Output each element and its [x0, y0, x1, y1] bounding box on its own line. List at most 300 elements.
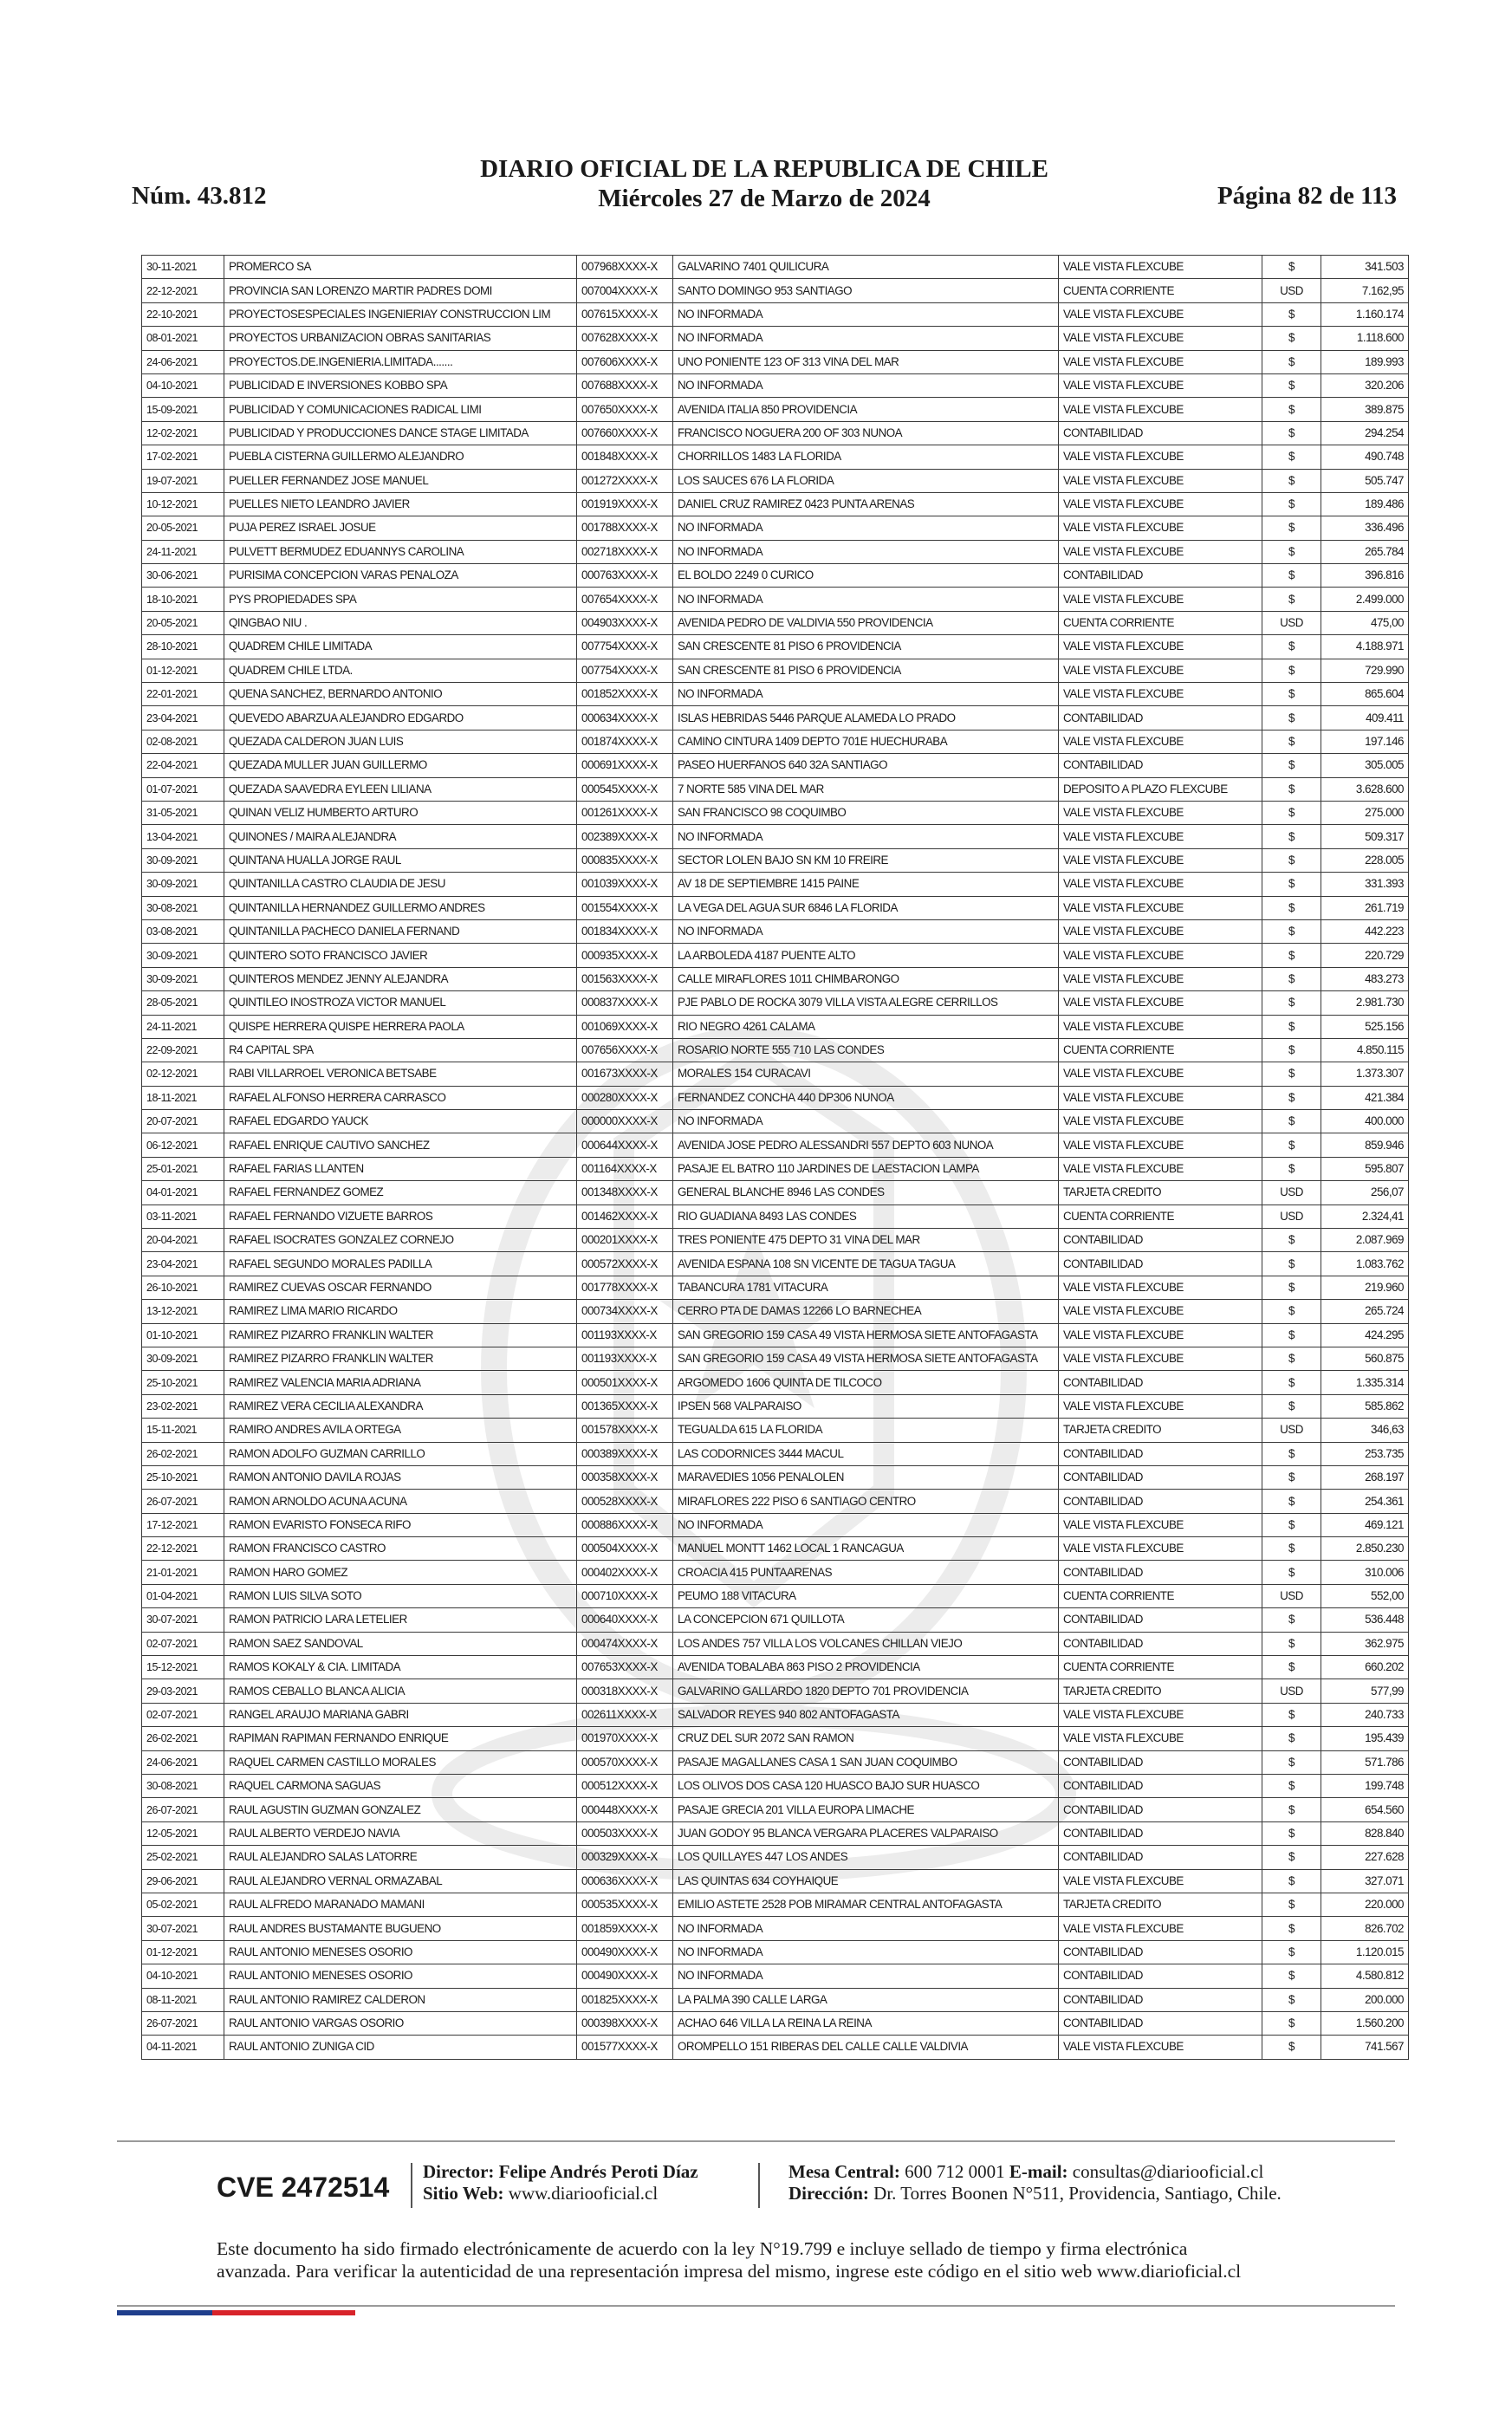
currency-cell: $ — [1262, 1775, 1321, 1798]
rut-cell: 001577XXXX-X — [577, 2036, 673, 2059]
date-cell: 30-09-2021 — [142, 944, 224, 967]
rut-cell: 000490XXXX-X — [577, 1964, 673, 1988]
name-cell: PROVINCIA SAN LORENZO MARTIR PADRES DOMI — [224, 279, 577, 302]
rut-cell: 000490XXXX-X — [577, 1940, 673, 1964]
currency-cell: $ — [1262, 1821, 1321, 1845]
currency-cell: $ — [1262, 967, 1321, 990]
name-cell: QUEZADA MULLER JUAN GUILLERMO — [224, 754, 577, 777]
product-cell: CUENTA CORRIENTE — [1059, 279, 1262, 302]
amount-cell: 256,07 — [1321, 1181, 1409, 1205]
date-cell: 17-12-2021 — [142, 1513, 224, 1536]
table-row — [142, 1775, 1409, 1798]
table-row — [142, 635, 1409, 659]
footer-divider — [117, 2305, 1395, 2307]
legal-notice — [217, 2237, 1378, 2282]
currency-cell: $ — [1262, 350, 1321, 373]
table-row — [142, 896, 1409, 919]
name-cell: PUEBLA CISTERNA GUILLERMO ALEJANDRO — [224, 445, 577, 469]
table-row — [142, 256, 1409, 279]
rut-cell: 001578XXXX-X — [577, 1419, 673, 1442]
currency-cell: $ — [1262, 1252, 1321, 1276]
amount-cell: 265.724 — [1321, 1300, 1409, 1323]
amount-cell: 261.719 — [1321, 896, 1409, 919]
rut-cell: 001193XXXX-X — [577, 1323, 673, 1347]
product-cell: CONTABILIDAD — [1059, 754, 1262, 777]
name-cell: QUINTERO SOTO FRANCISCO JAVIER — [224, 944, 577, 967]
name-cell: RAMON ADOLFO GUZMAN CARRILLO — [224, 1442, 577, 1465]
rut-cell: 000634XXXX-X — [577, 706, 673, 730]
rut-cell: 001825XXXX-X — [577, 1988, 673, 2011]
date-cell: 12-05-2021 — [142, 1821, 224, 1845]
date-cell: 21-01-2021 — [142, 1561, 224, 1584]
email-link[interactable]: consultas@diariooficial.cl — [1072, 2161, 1264, 2182]
page-number: Página 82 de 113 — [1217, 182, 1397, 210]
table-row — [142, 801, 1409, 824]
rut-cell: 000640XXXX-X — [577, 1608, 673, 1632]
rut-cell: 001272XXXX-X — [577, 469, 673, 492]
address-cell: AVENIDA TOBALABA 863 PISO 2 PROVIDENCIA — [673, 1656, 1059, 1679]
address-cell: CRUZ DEL SUR 2072 SAN RAMON — [673, 1727, 1059, 1750]
rut-cell: 001970XXXX-X — [577, 1727, 673, 1750]
product-cell: VALE VISTA FLEXCUBE — [1059, 1394, 1262, 1418]
address-cell: NO INFORMADA — [673, 1917, 1059, 1940]
table-row — [142, 1656, 1409, 1679]
rut-cell: 001834XXXX-X — [577, 919, 673, 943]
currency-cell: $ — [1262, 469, 1321, 492]
product-cell: VALE VISTA FLEXCUBE — [1059, 469, 1262, 492]
amount-cell: 475,00 — [1321, 611, 1409, 634]
name-cell: RAMIREZ VALENCIA MARIA ADRIANA — [224, 1371, 577, 1394]
name-cell: RAMON EVARISTO FONSECA RIFO — [224, 1513, 577, 1536]
product-cell: CONTABILIDAD — [1059, 421, 1262, 445]
product-cell: VALE VISTA FLEXCUBE — [1059, 350, 1262, 373]
product-cell: CONTABILIDAD — [1059, 1940, 1262, 1964]
address-cell: GALVARINO 7401 QUILICURA — [673, 256, 1059, 279]
date-cell: 18-10-2021 — [142, 588, 224, 611]
name-cell: RANGEL ARAUJO MARIANA GABRI — [224, 1703, 577, 1726]
date-cell: 26-02-2021 — [142, 1442, 224, 1465]
name-cell: RAFAEL ISOCRATES GONZALEZ CORNEJO — [224, 1229, 577, 1252]
product-cell: VALE VISTA FLEXCUBE — [1059, 730, 1262, 753]
currency-cell: $ — [1262, 302, 1321, 326]
address-cell: LA CONCEPCION 671 QUILLOTA — [673, 1608, 1059, 1632]
rut-cell: 000837XXXX-X — [577, 991, 673, 1015]
address-cell: PASAJE MAGALLANES CASA 1 SAN JUAN COQUIMBO — [673, 1750, 1059, 1774]
table-row — [142, 1537, 1409, 1561]
rut-cell: 000402XXXX-X — [577, 1561, 673, 1584]
address-cell: PASAJE GRECIA 201 VILLA EUROPA LIMACHE — [673, 1798, 1059, 1821]
address-cell: NO INFORMADA — [673, 1940, 1059, 1964]
date-cell: 30-09-2021 — [142, 873, 224, 896]
address-cell: LOS ANDES 757 VILLA LOS VOLCANES CHILLAN VIEJO — [673, 1632, 1059, 1655]
amount-cell: 189.486 — [1321, 492, 1409, 516]
product-cell: CONTABILIDAD — [1059, 2011, 1262, 2035]
date-cell: 26-07-2021 — [142, 2011, 224, 2035]
product-cell: VALE VISTA FLEXCUBE — [1059, 967, 1262, 990]
currency-cell: $ — [1262, 1632, 1321, 1655]
address-cell: FERNANDEZ CONCHA 440 DP306 NUNOA — [673, 1086, 1059, 1109]
product-cell: CONTABILIDAD — [1059, 1988, 1262, 2011]
address-cell: NO INFORMADA — [673, 540, 1059, 563]
product-cell: CONTABILIDAD — [1059, 1371, 1262, 1394]
currency-cell: $ — [1262, 683, 1321, 706]
name-cell: PROYECTOS URBANIZACION OBRAS SANITARIAS — [224, 327, 577, 350]
rut-cell: 000329XXXX-X — [577, 1846, 673, 1869]
currency-cell: $ — [1262, 635, 1321, 659]
rut-cell: 002611XXXX-X — [577, 1703, 673, 1726]
address-cell: LOS QUILLAYES 447 LOS ANDES — [673, 1846, 1059, 1869]
amount-cell: 4.188.971 — [1321, 635, 1409, 659]
table-row — [142, 1964, 1409, 1988]
date-cell: 22-12-2021 — [142, 279, 224, 302]
rut-cell: 007653XXXX-X — [577, 1656, 673, 1679]
email-label: E-mail: — [1009, 2161, 1068, 2182]
rut-cell: 001778XXXX-X — [577, 1276, 673, 1299]
amount-cell: 254.361 — [1321, 1490, 1409, 1513]
currency-cell: USD — [1262, 279, 1321, 302]
amount-cell: 320.206 — [1321, 373, 1409, 397]
address-cell: ROSARIO NORTE 555 710 LAS CONDES — [673, 1038, 1059, 1062]
rut-cell: 000545XXXX-X — [577, 777, 673, 801]
amount-cell: 2.981.730 — [1321, 991, 1409, 1015]
date-cell: 30-09-2021 — [142, 848, 224, 872]
currency-cell: $ — [1262, 2011, 1321, 2035]
table-row — [142, 848, 1409, 872]
address-cell: MANUEL MONTT 1462 LOCAL 1 RANCAGUA — [673, 1537, 1059, 1561]
amount-cell: 1.120.015 — [1321, 1940, 1409, 1964]
currency-cell: $ — [1262, 1561, 1321, 1584]
address-cell: SAN GREGORIO 159 CASA 49 VISTA HERMOSA SIETE ANTOFAGASTA — [673, 1323, 1059, 1347]
date-cell: 04-10-2021 — [142, 373, 224, 397]
rut-cell: 001919XXXX-X — [577, 492, 673, 516]
product-cell: CONTABILIDAD — [1059, 1750, 1262, 1774]
currency-cell: $ — [1262, 398, 1321, 421]
product-cell: VALE VISTA FLEXCUBE — [1059, 1276, 1262, 1299]
date-cell: 17-02-2021 — [142, 445, 224, 469]
product-cell: VALE VISTA FLEXCUBE — [1059, 1869, 1262, 1893]
rut-cell: 000572XXXX-X — [577, 1252, 673, 1276]
currency-cell: $ — [1262, 373, 1321, 397]
currency-cell: $ — [1262, 706, 1321, 730]
currency-cell: USD — [1262, 1584, 1321, 1607]
rut-cell: 001348XXXX-X — [577, 1181, 673, 1205]
currency-cell: $ — [1262, 1157, 1321, 1180]
name-cell: RAMIREZ LIMA MARIO RICARDO — [224, 1300, 577, 1323]
date-cell: 12-02-2021 — [142, 421, 224, 445]
product-cell: VALE VISTA FLEXCUBE — [1059, 327, 1262, 350]
rut-cell: 001848XXXX-X — [577, 445, 673, 469]
address-cell: GENERAL BLANCHE 8946 LAS CONDES — [673, 1181, 1059, 1205]
page-header — [132, 154, 1397, 215]
currency-cell: $ — [1262, 1110, 1321, 1133]
name-cell: QUENA SANCHEZ, BERNARDO ANTONIO — [224, 683, 577, 706]
rut-cell: 001365XXXX-X — [577, 1394, 673, 1418]
date-cell: 05-02-2021 — [142, 1893, 224, 1916]
currency-cell: $ — [1262, 1347, 1321, 1370]
table-row — [142, 2011, 1409, 2035]
currency-cell: $ — [1262, 777, 1321, 801]
product-cell: CONTABILIDAD — [1059, 1821, 1262, 1845]
table-row — [142, 1276, 1409, 1299]
date-cell: 01-12-2021 — [142, 1940, 224, 1964]
product-cell: CUENTA CORRIENTE — [1059, 611, 1262, 634]
amount-cell: 294.254 — [1321, 421, 1409, 445]
product-cell: CONTABILIDAD — [1059, 1229, 1262, 1252]
date-cell: 04-10-2021 — [142, 1964, 224, 1988]
currency-cell: $ — [1262, 1086, 1321, 1109]
table-row — [142, 1869, 1409, 1893]
address-cell: MARAVEDIES 1056 PENALOLEN — [673, 1465, 1059, 1489]
product-cell: VALE VISTA FLEXCUBE — [1059, 1015, 1262, 1038]
amount-cell: 389.875 — [1321, 398, 1409, 421]
product-cell: VALE VISTA FLEXCUBE — [1059, 1513, 1262, 1536]
product-cell: VALE VISTA FLEXCUBE — [1059, 2036, 1262, 2059]
date-cell: 29-06-2021 — [142, 1869, 224, 1893]
date-cell: 04-11-2021 — [142, 2036, 224, 2059]
name-cell: QUINTANILLA CASTRO CLAUDIA DE JESU — [224, 873, 577, 896]
name-cell: RAMON ANTONIO DAVILA ROJAS — [224, 1465, 577, 1489]
name-cell: QUINTEROS MENDEZ JENNY ALEJANDRA — [224, 967, 577, 990]
table-row — [142, 1846, 1409, 1869]
name-cell: RAUL AGUSTIN GUZMAN GONZALEZ — [224, 1798, 577, 1821]
currency-cell: $ — [1262, 991, 1321, 1015]
amount-cell: 220.000 — [1321, 1893, 1409, 1916]
rut-cell: 007654XXXX-X — [577, 588, 673, 611]
product-cell: VALE VISTA FLEXCUBE — [1059, 540, 1262, 563]
rut-cell: 000886XXXX-X — [577, 1513, 673, 1536]
table-row — [142, 1750, 1409, 1774]
table-row — [142, 1157, 1409, 1180]
name-cell: RAUL ANTONIO MENESES OSORIO — [224, 1940, 577, 1964]
product-cell: VALE VISTA FLEXCUBE — [1059, 1062, 1262, 1086]
address-cell: NO INFORMADA — [673, 588, 1059, 611]
currency-cell: $ — [1262, 1062, 1321, 1086]
currency-cell: $ — [1262, 801, 1321, 824]
currency-cell: $ — [1262, 1300, 1321, 1323]
director-label: Director: — [423, 2161, 495, 2182]
date-cell: 30-09-2021 — [142, 1347, 224, 1370]
name-cell: RAFAEL EDGARDO YAUCK — [224, 1110, 577, 1133]
table-row — [142, 1371, 1409, 1394]
date-cell: 30-06-2021 — [142, 564, 224, 588]
date-cell: 25-01-2021 — [142, 1157, 224, 1180]
amount-cell: 199.748 — [1321, 1775, 1409, 1798]
table-row — [142, 754, 1409, 777]
currency-cell: $ — [1262, 1608, 1321, 1632]
currency-cell: $ — [1262, 1276, 1321, 1299]
footer-divider — [117, 2140, 1395, 2142]
footer-separator — [758, 2163, 760, 2208]
currency-cell: $ — [1262, 659, 1321, 682]
name-cell: RAFAEL ALFONSO HERRERA CARRASCO — [224, 1086, 577, 1109]
rut-cell: 007660XXXX-X — [577, 421, 673, 445]
table-row — [142, 1988, 1409, 2011]
rut-cell: 007754XXXX-X — [577, 659, 673, 682]
table-row — [142, 873, 1409, 896]
currency-cell: $ — [1262, 445, 1321, 469]
web-link[interactable]: www.diariooficial.cl — [508, 2183, 659, 2204]
address-value: Dr. Torres Boonen N°511, Providencia, Santiago, Chile. — [873, 2183, 1282, 2204]
issue-number: Núm. 43.812 — [132, 182, 267, 210]
date-cell: 18-11-2021 — [142, 1086, 224, 1109]
table-row — [142, 1465, 1409, 1489]
amount-cell: 2.850.230 — [1321, 1537, 1409, 1561]
name-cell: QUINTANA HUALLA JORGE RAUL — [224, 848, 577, 872]
currency-cell: $ — [1262, 1988, 1321, 2011]
currency-cell: $ — [1262, 1537, 1321, 1561]
product-cell: VALE VISTA FLEXCUBE — [1059, 801, 1262, 824]
date-cell: 28-10-2021 — [142, 635, 224, 659]
rut-cell: 007628XXXX-X — [577, 327, 673, 350]
currency-cell: $ — [1262, 1513, 1321, 1536]
date-cell: 22-12-2021 — [142, 1537, 224, 1561]
table-row — [142, 1062, 1409, 1086]
table-row — [142, 1893, 1409, 1916]
amount-cell: 469.121 — [1321, 1513, 1409, 1536]
product-cell: CONTABILIDAD — [1059, 1798, 1262, 1821]
product-cell: CUENTA CORRIENTE — [1059, 1038, 1262, 1062]
date-cell: 30-07-2021 — [142, 1917, 224, 1940]
rut-cell: 001673XXXX-X — [577, 1062, 673, 1086]
name-cell: RAUL ANTONIO ZUNIGA CID — [224, 2036, 577, 2059]
table-row — [142, 588, 1409, 611]
table-row — [142, 373, 1409, 397]
address-cell: CHORRILLOS 1483 LA FLORIDA — [673, 445, 1059, 469]
amount-cell: 409.411 — [1321, 706, 1409, 730]
product-cell: VALE VISTA FLEXCUBE — [1059, 1347, 1262, 1370]
rut-cell: 000358XXXX-X — [577, 1465, 673, 1489]
table-row — [142, 1608, 1409, 1632]
date-cell: 20-04-2021 — [142, 1229, 224, 1252]
name-cell: RAFAEL FERNANDEZ GOMEZ — [224, 1181, 577, 1205]
product-cell: VALE VISTA FLEXCUBE — [1059, 445, 1262, 469]
currency-cell: $ — [1262, 1869, 1321, 1893]
name-cell: RAMIREZ PIZARRO FRANKLIN WALTER — [224, 1323, 577, 1347]
amount-cell: 828.840 — [1321, 1821, 1409, 1845]
table-row — [142, 730, 1409, 753]
table-row — [142, 1727, 1409, 1750]
address-cell: PASAJE EL BATRO 110 JARDINES DE LAESTACION LAMPA — [673, 1157, 1059, 1180]
table-row — [142, 540, 1409, 563]
rut-cell: 007968XXXX-X — [577, 256, 673, 279]
currency-cell: $ — [1262, 1917, 1321, 1940]
product-cell: VALE VISTA FLEXCUBE — [1059, 919, 1262, 943]
rut-cell: 001261XXXX-X — [577, 801, 673, 824]
table-row — [142, 611, 1409, 634]
rut-cell: 000448XXXX-X — [577, 1798, 673, 1821]
date-cell: 15-11-2021 — [142, 1419, 224, 1442]
product-cell: VALE VISTA FLEXCUBE — [1059, 635, 1262, 659]
address-cell: GALVARINO GALLARDO 1820 DEPTO 701 PROVIDENCIA — [673, 1679, 1059, 1703]
amount-cell: 1.160.174 — [1321, 302, 1409, 326]
name-cell: QUADREM CHILE LTDA. — [224, 659, 577, 682]
rut-cell: 000763XXXX-X — [577, 564, 673, 588]
date-cell: 08-01-2021 — [142, 327, 224, 350]
amount-cell: 560.875 — [1321, 1347, 1409, 1370]
name-cell: PUELLES NIETO LEANDRO JAVIER — [224, 492, 577, 516]
rut-cell: 002389XXXX-X — [577, 825, 673, 848]
table-row — [142, 1038, 1409, 1062]
currency-cell: $ — [1262, 1371, 1321, 1394]
name-cell: PROMERCO SA — [224, 256, 577, 279]
product-cell: VALE VISTA FLEXCUBE — [1059, 302, 1262, 326]
name-cell: RAUL ALEJANDRO SALAS LATORRE — [224, 1846, 577, 1869]
currency-cell: $ — [1262, 1465, 1321, 1489]
currency-cell: $ — [1262, 848, 1321, 872]
rut-cell: 007754XXXX-X — [577, 635, 673, 659]
rut-cell: 000535XXXX-X — [577, 1893, 673, 1916]
address-cell: JUAN GODOY 95 BLANCA VERGARA PLACERES VALPARAISO — [673, 1821, 1059, 1845]
date-cell: 06-12-2021 — [142, 1133, 224, 1157]
table-row — [142, 1490, 1409, 1513]
currency-cell: USD — [1262, 1419, 1321, 1442]
address-cell: NO INFORMADA — [673, 516, 1059, 540]
address-cell: CROACIA 415 PUNTAARENAS — [673, 1561, 1059, 1584]
amount-cell: 396.816 — [1321, 564, 1409, 588]
amount-cell: 421.384 — [1321, 1086, 1409, 1109]
amount-cell: 585.862 — [1321, 1394, 1409, 1418]
table-row — [142, 1181, 1409, 1205]
date-cell: 26-02-2021 — [142, 1727, 224, 1750]
amount-cell: 2.087.969 — [1321, 1229, 1409, 1252]
address-cell: ISLAS HEBRIDAS 5446 PARQUE ALAMEDA LO PRADO — [673, 706, 1059, 730]
address-cell: NO INFORMADA — [673, 1110, 1059, 1133]
address-cell: AV 18 DE SEPTIEMBRE 1415 PAINE — [673, 873, 1059, 896]
amount-cell: 240.733 — [1321, 1703, 1409, 1726]
address-cell: LOS OLIVOS DOS CASA 120 HUASCO BAJO SUR HUASCO — [673, 1775, 1059, 1798]
table-row — [142, 1252, 1409, 1276]
date-cell: 25-10-2021 — [142, 1465, 224, 1489]
unclaimed-funds-table — [141, 255, 1404, 2060]
name-cell: QUINTILEO INOSTROZA VICTOR MANUEL — [224, 991, 577, 1015]
address-cell: 7 NORTE 585 VINA DEL MAR — [673, 777, 1059, 801]
amount-cell: 341.503 — [1321, 256, 1409, 279]
table-row — [142, 1110, 1409, 1133]
product-cell: TARJETA CREDITO — [1059, 1419, 1262, 1442]
product-cell: VALE VISTA FLEXCUBE — [1059, 398, 1262, 421]
name-cell: RAUL ALEJANDRO VERNAL ORMAZABAL — [224, 1869, 577, 1893]
address-cell: NO INFORMADA — [673, 302, 1059, 326]
address-cell: AVENIDA ITALIA 850 PROVIDENCIA — [673, 398, 1059, 421]
address-cell: AVENIDA PEDRO DE VALDIVIA 550 PROVIDENCIA — [673, 611, 1059, 634]
name-cell: QUINTANILLA HERNANDEZ GUILLERMO ANDRES — [224, 896, 577, 919]
date-cell: 23-04-2021 — [142, 706, 224, 730]
name-cell: PUBLICIDAD E INVERSIONES KOBBO SPA — [224, 373, 577, 397]
table-row — [142, 777, 1409, 801]
page-footer — [117, 2156, 1395, 2225]
date-cell: 28-05-2021 — [142, 991, 224, 1015]
rut-cell: 000734XXXX-X — [577, 1300, 673, 1323]
date-cell: 30-08-2021 — [142, 896, 224, 919]
director-name: Felipe Andrés Peroti Díaz — [498, 2161, 698, 2182]
table-row — [142, 469, 1409, 492]
name-cell: RAQUEL CARMEN CASTILLO MORALES — [224, 1750, 577, 1774]
address-cell: TRES PONIENTE 475 DEPTO 31 VINA DEL MAR — [673, 1229, 1059, 1252]
amount-cell: 219.960 — [1321, 1276, 1409, 1299]
name-cell: RAMIREZ VERA CECILIA ALEXANDRA — [224, 1394, 577, 1418]
name-cell: R4 CAPITAL SPA — [224, 1038, 577, 1062]
address-cell: CERRO PTA DE DAMAS 12266 LO BARNECHEA — [673, 1300, 1059, 1323]
address-cell: RIO NEGRO 4261 CALAMA — [673, 1015, 1059, 1038]
address-cell: PEUMO 188 VITACURA — [673, 1584, 1059, 1607]
table-row — [142, 1917, 1409, 1940]
amount-cell: 2.324,41 — [1321, 1205, 1409, 1228]
rut-cell: 000000XXXX-X — [577, 1110, 673, 1133]
table-row — [142, 1940, 1409, 1964]
amount-cell: 305.005 — [1321, 754, 1409, 777]
date-cell: 24-11-2021 — [142, 1015, 224, 1038]
address-cell: SALVADOR REYES 940 802 ANTOFAGASTA — [673, 1703, 1059, 1726]
